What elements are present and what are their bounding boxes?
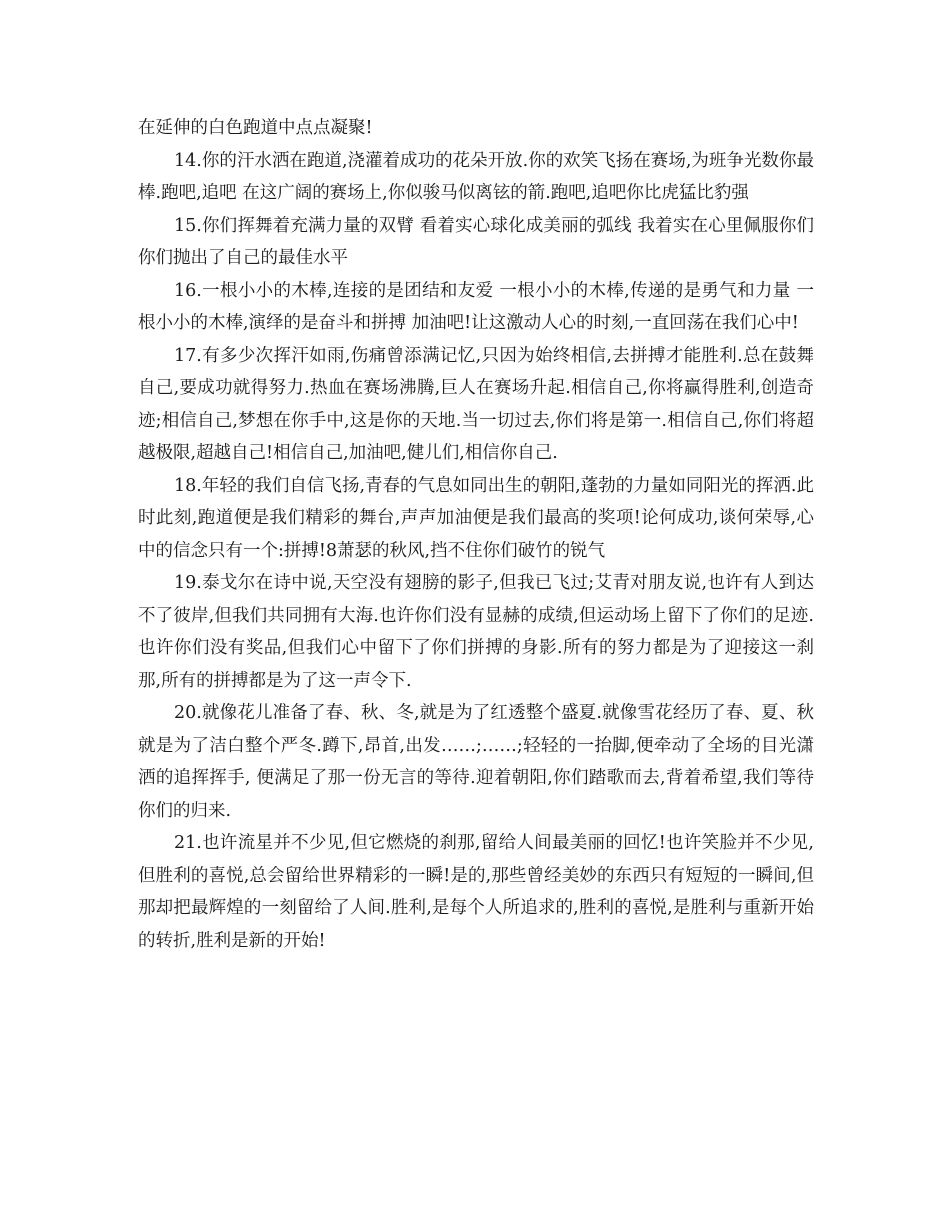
- paragraph-continuation: 在延伸的白色跑道中点点凝聚!: [138, 118, 373, 138]
- paragraph-16: 16.一根小小的木棒,连接的是团结和友爱 一根小小的木棒,传递的是勇气和力量 一根小小的木棒,演绎的是奋斗和拼搏 加油吧!让这激动人心的时刻,一直回荡在我们心中!: [138, 280, 814, 333]
- paragraph-15: 15.你们挥舞着充满力量的双臂 看着实心球化成美丽的弧线 我着实在心里佩服你们你们抛出了自己的最佳水平: [138, 215, 814, 268]
- paragraph-19: 19.泰戈尔在诗中说,天空没有翅膀的影子,但我已飞过;艾青对朋友说,也许有人到达不了彼岸,但我们共同拥有大海.也许你们没有显赫的成绩,但运动场上留下了你们的足迹.也许你们没有奖品,但我们心中留下了你们拼搏的身影.所有的努力都是为了迎接这一刹那,所有的拼搏都是为了这一声令下.: [138, 573, 814, 691]
- paragraph-21: 21.也许流星并不少见,但它燃烧的刹那,留给人间最美丽的回忆!也许笑脸并不少见,但胜利的喜悦,总会留给世界精彩的一瞬!是的,那些曾经美妙的东西只有短短的一瞬间,但那却把最辉煌的一刻留给了人间.胜利,是每个人所追求的,胜利的喜悦,是胜利与重新开始的转折,胜利是新的开始!: [138, 833, 814, 951]
- paragraph-17: 17.有多少次挥汗如雨,伤痛曾添满记忆,只因为始终相信,去拼搏才能胜利.总在鼓舞自己,要成功就得努力.热血在赛场沸腾,巨人在赛场升起.相信自己,你将赢得胜利,创造奇迹;相信自己,梦想在你手中,这是你的天地.当一切过去,你们将是第一.相信自己,你们将超越极限,超越自己!相信自己,加油吧,健儿们,相信你自己.: [138, 345, 814, 463]
- paragraph-18: 18.年轻的我们自信飞扬,青春的气息如同出生的朝阳,蓬勃的力量如同阳光的挥洒.此时此刻,跑道便是我们精彩的舞台,声声加油便是我们最高的奖项!论何成功,谈何荣辱,心中的信念只有一个:拼搏!8萧瑟的秋风,挡不住你们破竹的锐气: [138, 475, 814, 561]
- paragraph-20: 20.就像花儿准备了春、秋、冬,就是为了红透整个盛夏.就像雪花经历了春、夏、秋就是为了洁白整个严冬.蹲下,昂首,出发……;……;轻轻的一抬脚,便牵动了全场的目光潇洒的追挥挥手, 便满足了那一份无言的等待.迎着朝阳,你们踏歌而去,背着希望,我们等待你们的归来.: [138, 703, 814, 821]
- paragraph-14: 14.你的汗水洒在跑道,浇灌着成功的花朵开放.你的欢笑飞扬在赛场,为班争光数你最棒.跑吧,追吧 在这广阔的赛场上,你似骏马似离铉的箭.跑吧,追吧你比虎猛比豹强: [138, 150, 814, 203]
- document-body: [138, 112, 814, 957]
